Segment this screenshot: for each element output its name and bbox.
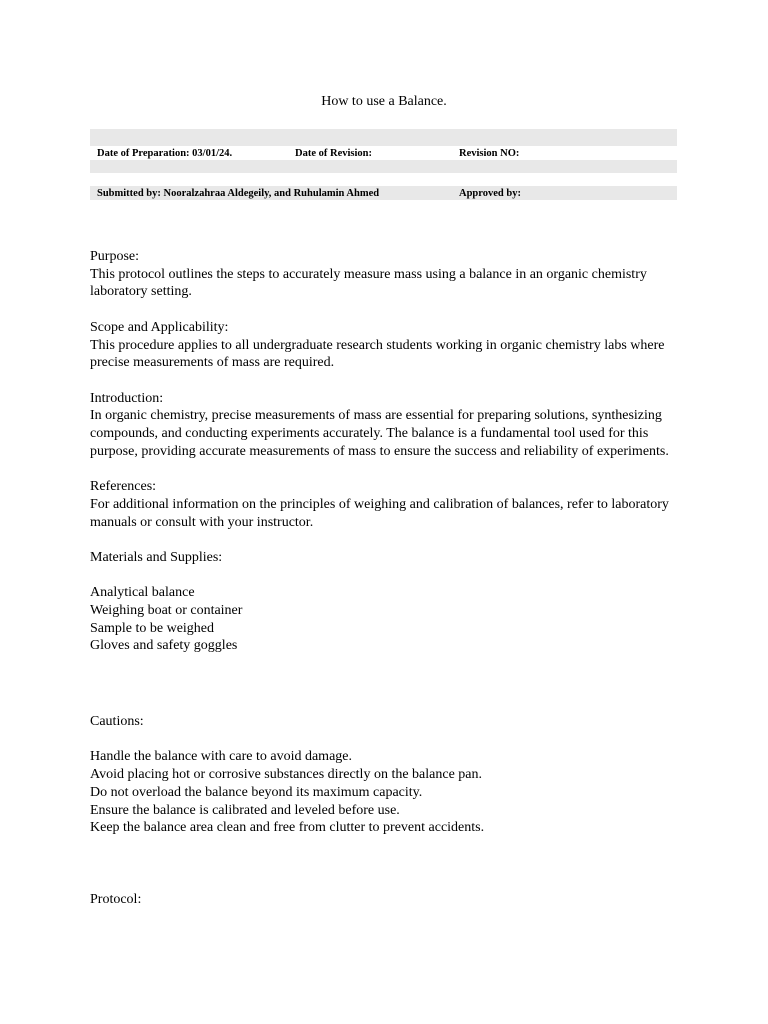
list-item: Do not overload the balance beyond its maximum capacity.	[90, 784, 423, 800]
list-item: Ensure the balance is calibrated and leveled before use.	[90, 802, 400, 818]
header-band-mid	[90, 160, 677, 173]
introduction-text: In organic chemistry, precise measurements of mass are essential for preparing solutions, synthesizing compounds, and conducting experiments accurately. The balance is a fundamental tool used for this purpose, providing accurate measurements of mass to ensure the success and reliability of experiments.	[90, 408, 669, 459]
document-title: How to use a Balance.	[321, 94, 447, 109]
materials-heading: Materials and Supplies:	[90, 549, 223, 565]
scope-section	[90, 319, 680, 372]
references-text: For additional information on the principles of weighing and calibration of balances, refer to laboratory manuals or consult with your instructor.	[90, 496, 669, 530]
introduction-heading: Introduction:	[90, 390, 164, 406]
cautions-section	[90, 713, 680, 837]
list-item: Handle the balance with care to avoid damage.	[90, 749, 352, 765]
document-body	[90, 248, 680, 655]
scope-text: This procedure applies to all undergraduate research students working in organic chemistry labs where precise measurements of mass are required.	[90, 337, 665, 371]
purpose-text: This protocol outlines the steps to accurately measure mass using a balance in an organic chemistry laboratory setting.	[90, 266, 647, 300]
approved-by: Approved by:	[459, 188, 521, 199]
date-of-revision: Date of Revision:	[295, 148, 372, 159]
protocol-heading: Protocol:	[90, 892, 142, 907]
revision-no: Revision NO:	[459, 148, 520, 159]
purpose-section	[90, 248, 680, 301]
list-item: Sample to be weighed	[90, 620, 215, 636]
header-band-top	[90, 129, 677, 146]
date-of-preparation: Date of Preparation: 03/01/24.	[97, 148, 233, 159]
references-section	[90, 478, 680, 531]
list-item: Gloves and safety goggles	[90, 638, 238, 654]
list-item: Weighing boat or container	[90, 602, 243, 618]
submitted-by: Submitted by: Nooralzahraa Aldegeily, and Ruhulamin Ahmed	[97, 188, 380, 199]
introduction-section	[90, 390, 680, 461]
references-heading: References:	[90, 479, 157, 495]
list-item: Analytical balance	[90, 585, 195, 601]
list-item: Avoid placing hot or corrosive substances directly on the balance pan.	[90, 767, 483, 783]
purpose-heading: Purpose:	[90, 249, 139, 264]
cautions-heading: Cautions:	[90, 714, 144, 729]
scope-heading: Scope and Applicability:	[90, 319, 229, 335]
protocol-section	[90, 891, 680, 909]
materials-section	[90, 549, 680, 655]
list-item: Keep the balance area clean and free from clutter to prevent accidents.	[90, 820, 485, 836]
